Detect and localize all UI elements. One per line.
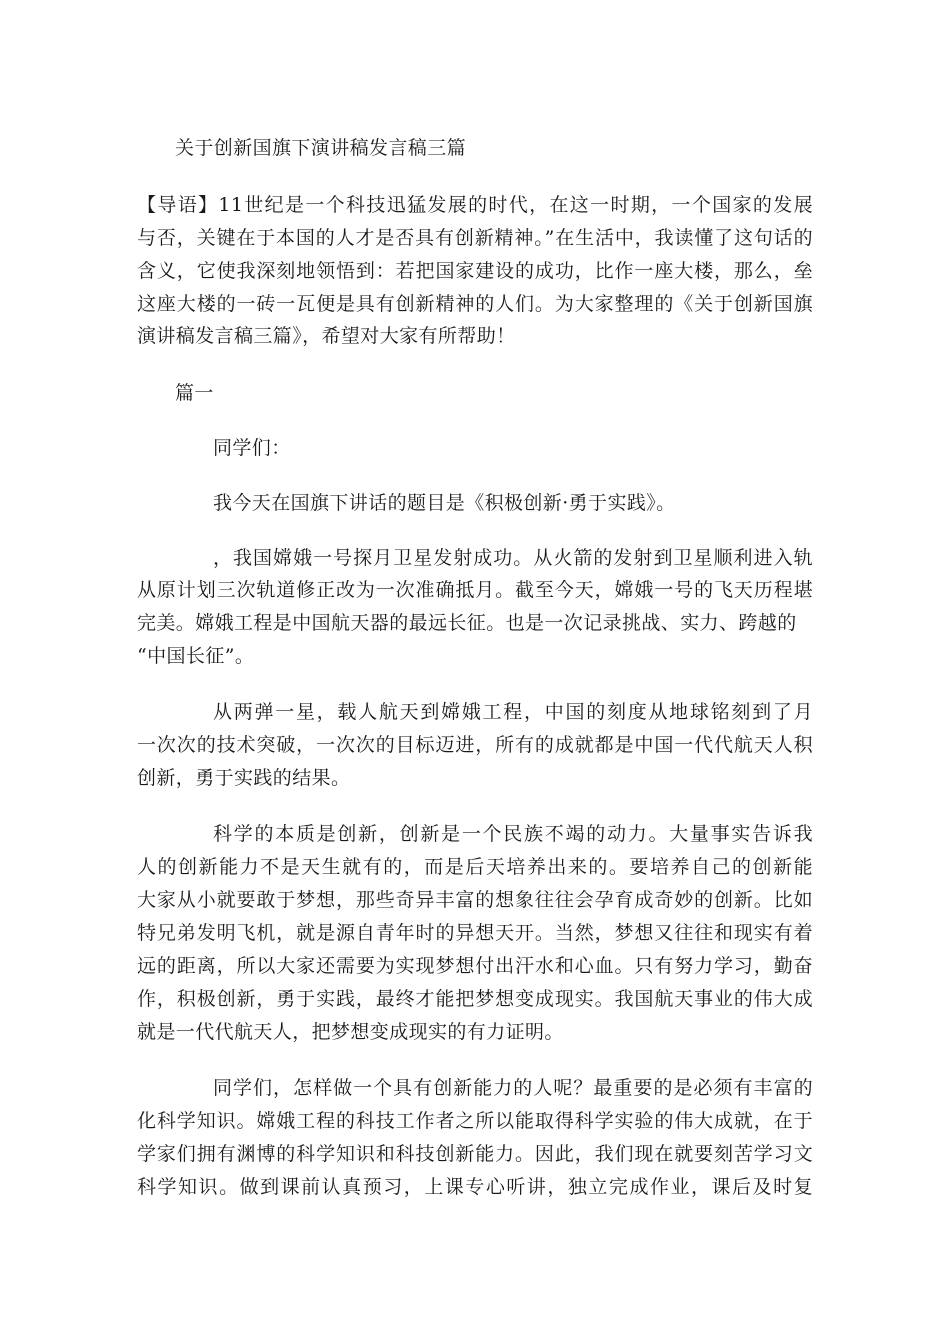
intro-line: 演讲稿发言稿三篇》，希望对大家有所帮助！ — [137, 325, 516, 347]
paragraph-line: 作，积极创新，勇于实践，最终才能把梦想变成现实。我国航天事业的伟大成 — [137, 988, 813, 1010]
paragraph-line: 同学们，怎样做一个具有创新能力的人呢？最重要的是必须有丰富的 — [213, 1077, 813, 1099]
paragraph-line: 大家从小就要敢于梦想，那些奇异丰富的想象往往会孕育成奇妙的创新。比如 — [137, 889, 813, 911]
paragraph-line: 就是一代代航天人，把梦想变成现实的有力证明。 — [137, 1021, 564, 1043]
paragraph-line: 科学的本质是创新，创新是一个民族不竭的动力。大量事实告诉我 — [213, 823, 813, 845]
intro-line: 与否，关键在于本国的人才是否具有创新精神。”在生活中，我读懂了这句话的 — [137, 227, 813, 249]
paragraph-line: 人的创新能力不是天生就有的，而是后天培养出来的。要培养自己的创新能 — [137, 856, 813, 878]
paragraph-line: 创新，勇于实践的结果。 — [137, 767, 351, 789]
paragraph-line: 一次次的技术突破，一次次的目标迈进，所有的成就都是中国一代代航天人积 — [137, 734, 813, 756]
paragraph-line: 科学知识。做到课前认真预习，上课专心听讲，独立完成作业，课后及时复 — [137, 1176, 813, 1198]
intro-line: 含义，它使我深刻地领悟到：若把国家建设的成功，比作一座大楼，那么，垒 — [137, 260, 813, 282]
paragraph-line: ，我国嫦娥一号探月卫星发射成功。从火箭的发射到卫星顺利进入轨 — [213, 547, 813, 569]
paragraph-line: 完美。嫦娥工程是中国航天器的最远长征。也是一次记录挑战、实力、跨越的 — [137, 612, 797, 634]
paragraph-line: 从原计划三次轨道修正改为一次准确抵月。截至今天，嫦娥一号的飞天历程堪 — [137, 579, 813, 601]
paragraph-line: 远的距离，所以大家还需要为实现梦想付出汗水和心血。只有努力学习，勤奋 — [137, 955, 813, 977]
intro-line: 这座大楼的一砖一瓦便是具有创新精神的人们。为大家整理的《关于创新国旗 — [137, 293, 813, 315]
paragraph-line: 学家们拥有渊博的科学知识和科技创新能力。因此，我们现在就要刻苦学习文 — [137, 1143, 813, 1165]
section-heading: 篇一 — [175, 382, 214, 404]
paragraph-line: “中国长征”。 — [137, 645, 255, 667]
document-title: 关于创新国旗下演讲稿发言稿三篇 — [175, 137, 467, 159]
speech-topic: 我今天在国旗下讲话的题目是《积极创新·勇于实践》。 — [213, 492, 676, 514]
greeting: 同学们： — [213, 437, 291, 459]
intro-line: 【导语】11世纪是一个科技迅猛发展的时代，在这一时期，一个国家的发展 — [137, 194, 813, 216]
paragraph-line: 特兄弟发明飞机，就是源自青年时的异想天开。当然，梦想又往往和现实有着 — [137, 922, 813, 944]
paragraph-line: 化科学知识。嫦娥工程的科技工作者之所以能取得科学实验的伟大成就，在于 — [137, 1110, 813, 1132]
paragraph-line: 从两弹一星，载人航天到嫦娥工程，中国的刻度从地球铭刻到了月 — [213, 701, 813, 723]
